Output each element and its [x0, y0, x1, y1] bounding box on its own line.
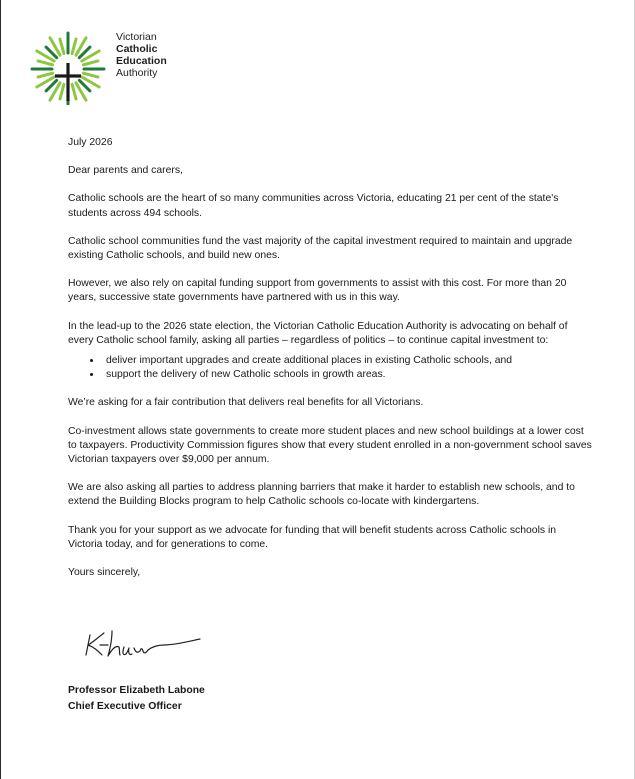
paragraph-3: However, we also rely on capital funding support from governments to assist with this cost. For more than 20 years, successive state governments have partnered with us in this way. — [68, 278, 567, 304]
logo-ray — [72, 39, 76, 53]
logo-line-education: Education — [116, 55, 167, 67]
letter-closing: Yours sincerely, — [68, 567, 141, 579]
logo-ray — [72, 84, 76, 98]
letter-salutation: Dear parents and carers, — [68, 165, 183, 177]
bullet-item: • support the delivery of new Catholic schools in growth areas. — [102, 368, 593, 382]
logo-ray — [60, 84, 64, 98]
logo-sunburst-icon — [28, 25, 108, 105]
logo-ray — [83, 73, 97, 77]
paragraph-7: We are also asking all parties to address planning barriers that make it harder to establish new schools, and to extend the Building Blocks program to help Catholic schools co-locate with kindergartens. — [68, 482, 575, 508]
bullet-item: • deliver important upgrades and create additional places in existing Catholic schools, and — [102, 354, 593, 368]
logo-ray — [38, 61, 52, 65]
logo-ray — [83, 61, 97, 65]
logo-ray — [60, 39, 64, 53]
logo-line-victorian: Victorian — [116, 31, 157, 43]
paragraph-1: Catholic schools are the heart of so many communities across Victoria, educating 21 per cent of the state's students across 494 schools. — [68, 193, 559, 219]
signatory-name: Professor Elizabeth Labone — [68, 685, 205, 696]
signatory-block — [68, 683, 205, 715]
page-left-border — [0, 0, 1, 779]
paragraph-6: Co-investment allows state governments to create more student places and new school buildings at a lower cost to taxpayers. Productivity Commission figures show that every student enrolled in a non-government school saves Victorian taxpayers over $9,000 per annum. — [68, 425, 592, 466]
vcea-logo — [28, 25, 178, 105]
paragraph-2: Catholic school communities fund the vast majority of the capital investment required to maintain and upgrade existing Catholic schools, and build new ones. — [68, 235, 573, 262]
signatory-title: Chief Executive Officer — [68, 701, 182, 712]
paragraph-5: We’re asking for a fair contribution that delivers real benefits for all Victorians. — [68, 397, 424, 409]
advocacy-bullet-list — [68, 354, 593, 382]
letter-date: July 2026 — [68, 137, 113, 148]
paragraph-8: Thank you for your support as we advocate for funding that will benefit students across Catholic schools in Victoria today, and for generations to come. — [68, 524, 557, 550]
logo-wordmark — [116, 31, 167, 79]
logo-line-catholic: Catholic — [116, 43, 158, 55]
letter-body — [68, 136, 593, 594]
paragraph-4: In the lead-up to the 2026 state election, the Victorian Catholic Education Authority is advocating on behalf of every Catholic school family, asking all parties – regardless of politics – to continue capital investment to: — [68, 320, 568, 346]
handwritten-signature — [82, 623, 212, 668]
logo-ray — [38, 73, 52, 77]
logo-line-authority: Authority — [116, 67, 158, 79]
